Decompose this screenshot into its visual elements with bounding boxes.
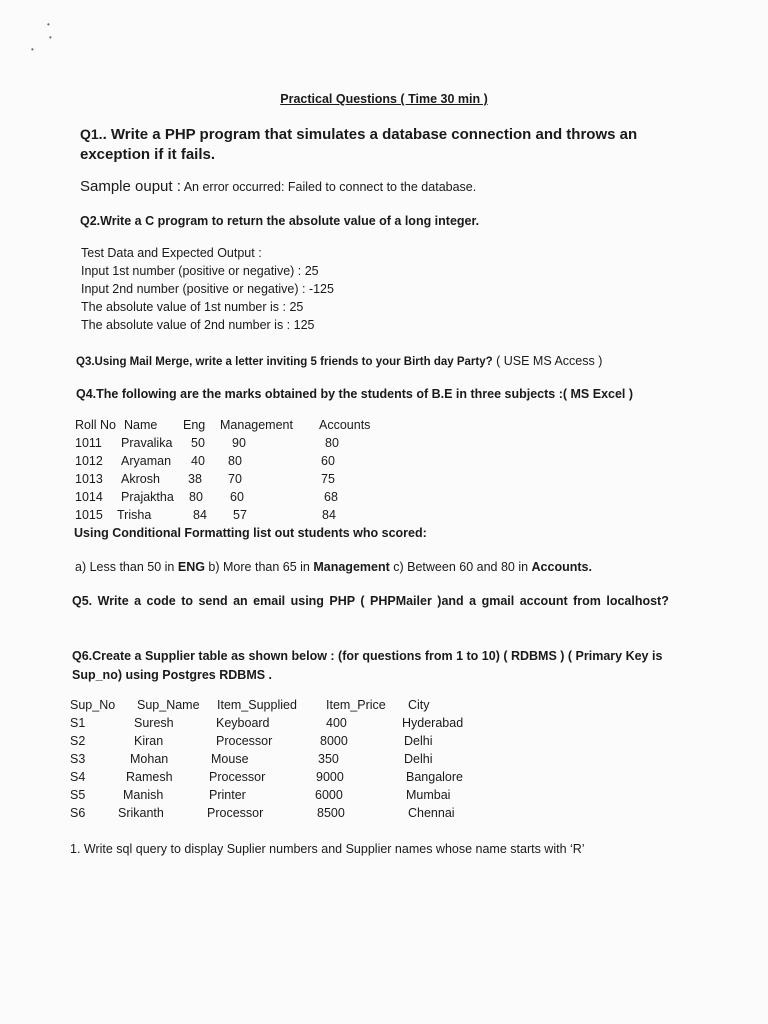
marks-header-cell: Roll No xyxy=(75,418,116,432)
page-title: Practical Questions ( Time 30 min ) xyxy=(280,92,488,106)
supplier-cell: S4 xyxy=(70,770,86,784)
supplier-header-cell: Item_Supplied xyxy=(217,698,297,712)
marks-header-cell: Accounts xyxy=(319,418,371,432)
conditional-formatting-instruction: Using Conditional Formatting list out students who scored: xyxy=(74,526,427,540)
criteria-subject: ENG xyxy=(177,560,205,574)
test-data-line: The absolute value of 2nd number is : 125 xyxy=(81,318,315,332)
test-data-line: Input 2nd number (positive or negative) : -125 xyxy=(81,282,334,296)
question-2-test-data xyxy=(81,244,334,334)
supplier-cell: 8500 xyxy=(317,806,345,820)
test-data-line: Test Data and Expected Output : xyxy=(81,246,262,260)
marks-cell: 38 xyxy=(188,472,202,486)
supplier-cell: 6000 xyxy=(315,788,343,802)
sql-question-1: 1. Write sql query to display Suplier numbers and Supplier names whose name starts with ‘R’ xyxy=(70,842,585,856)
marks-cell: Akrosh xyxy=(121,472,160,486)
test-data-line: Input 1st number (positive or negative) : 25 xyxy=(81,264,319,278)
supplier-header-cell: Item_Price xyxy=(326,698,386,712)
sample-output xyxy=(80,178,476,195)
marks-cell: 70 xyxy=(228,472,242,486)
marks-cell: Pravalika xyxy=(121,436,173,450)
supplier-cell: Mumbai xyxy=(406,788,451,802)
marks-header-cell: Management xyxy=(220,418,293,432)
marks-cell: 80 xyxy=(189,490,203,504)
marks-cell: 1012 xyxy=(75,454,103,468)
marks-cell: 57 xyxy=(233,508,247,522)
criteria-text: a) Less than 50 in xyxy=(75,560,178,574)
marks-cell: 1013 xyxy=(75,472,103,486)
marks-cell: 84 xyxy=(322,508,336,522)
marks-cell: 40 xyxy=(191,454,205,468)
question-6: Q6.Create a Supplier table as shown below : (for questions from 1 to 10) ( RDBMS ) ( Primary Key is Sup_no) using Postgres RDBMS . xyxy=(72,649,663,682)
supplier-cell: S3 xyxy=(70,752,86,766)
marks-cell: 80 xyxy=(228,454,242,468)
supplier-cell: Keyboard xyxy=(216,716,270,730)
marks-cell: 84 xyxy=(193,508,207,522)
question-1-number: Q1. xyxy=(80,126,103,142)
scan-speck: • xyxy=(49,33,52,42)
supplier-cell: Chennai xyxy=(408,806,455,820)
supplier-cell: Bangalore xyxy=(406,770,463,784)
supplier-cell: Delhi xyxy=(404,734,433,748)
scan-speck: • xyxy=(31,45,34,54)
marks-cell: 50 xyxy=(191,436,205,450)
supplier-cell: Mouse xyxy=(211,752,249,766)
marks-cell: 90 xyxy=(232,436,246,450)
marks-header-cell: Eng xyxy=(183,418,206,432)
marks-cell: 60 xyxy=(321,454,335,468)
sample-output-label: Sample ouput : xyxy=(80,178,181,195)
marks-cell: 60 xyxy=(230,490,244,504)
question-3 xyxy=(76,354,602,368)
supplier-cell: Mohan xyxy=(130,752,169,766)
supplier-cell: Kiran xyxy=(134,734,164,748)
supplier-cell: Processor xyxy=(209,770,266,784)
question-3-text: Q3.Using Mail Merge, write a letter inviting 5 friends to your Birth day Party? xyxy=(76,356,493,368)
supplier-cell: Ramesh xyxy=(126,770,173,784)
criteria-text: c) Between 60 and 80 in xyxy=(389,560,532,574)
supplier-cell: Processor xyxy=(216,734,273,748)
sample-output-text: An error occurred: Failed to connect to the database. xyxy=(180,180,477,194)
supplier-cell: S1 xyxy=(70,716,86,730)
supplier-cell: S2 xyxy=(70,734,86,748)
question-2: Q2.Write a C program to return the absolute value of a long integer. xyxy=(80,214,480,228)
criteria-subject: Management xyxy=(313,560,390,574)
question-5: Q5. Write a code to send an email using PHP ( PHPMailer )and a gmail account from localhost? xyxy=(72,594,669,608)
supplier-cell: 9000 xyxy=(316,770,344,784)
criteria-subject: Accounts. xyxy=(531,560,592,574)
supplier-cell: 8000 xyxy=(320,734,348,748)
supplier-cell: S5 xyxy=(70,788,86,802)
marks-cell: 80 xyxy=(325,436,339,450)
supplier-cell: Delhi xyxy=(404,752,433,766)
scan-speck: • xyxy=(47,20,50,29)
supplier-cell: Suresh xyxy=(134,716,174,730)
supplier-cell: S6 xyxy=(70,806,86,820)
supplier-header-cell: Sup_No xyxy=(70,698,116,712)
supplier-cell: Hyderabad xyxy=(402,716,464,730)
marks-cell: 68 xyxy=(324,490,338,504)
supplier-cell: Srikanth xyxy=(118,806,164,820)
supplier-header-cell: City xyxy=(408,698,430,712)
supplier-cell: 350 xyxy=(318,752,339,766)
supplier-cell: Printer xyxy=(209,788,246,802)
question-1 xyxy=(80,124,700,165)
conditional-formatting-criteria xyxy=(75,560,592,574)
supplier-cell: Manish xyxy=(123,788,164,802)
supplier-cell: Processor xyxy=(207,806,264,820)
marks-cell: 75 xyxy=(321,472,335,486)
supplier-header-cell: Sup_Name xyxy=(137,698,200,712)
marks-cell: Prajaktha xyxy=(121,490,174,504)
supplier-cell: 400 xyxy=(326,716,347,730)
test-data-line: The absolute value of 1st number is : 25 xyxy=(81,300,304,314)
question-4: Q4.The following are the marks obtained by the students of B.E in three subjects :( MS Excel ) xyxy=(76,387,634,401)
marks-cell: Aryaman xyxy=(121,454,172,468)
marks-cell: 1014 xyxy=(75,490,103,504)
question-1-text: . Write a PHP program that simulates a database connection and throws an exception if it fails. xyxy=(80,126,638,163)
marks-header-cell: Name xyxy=(124,418,158,432)
criteria-text: b) More than 65 in xyxy=(204,560,314,574)
marks-cell: 1011 xyxy=(75,436,102,450)
question-3-suffix: ( USE MS Access ) xyxy=(492,354,603,368)
marks-cell: 1015 xyxy=(75,508,103,522)
marks-cell: Trisha xyxy=(117,508,152,522)
